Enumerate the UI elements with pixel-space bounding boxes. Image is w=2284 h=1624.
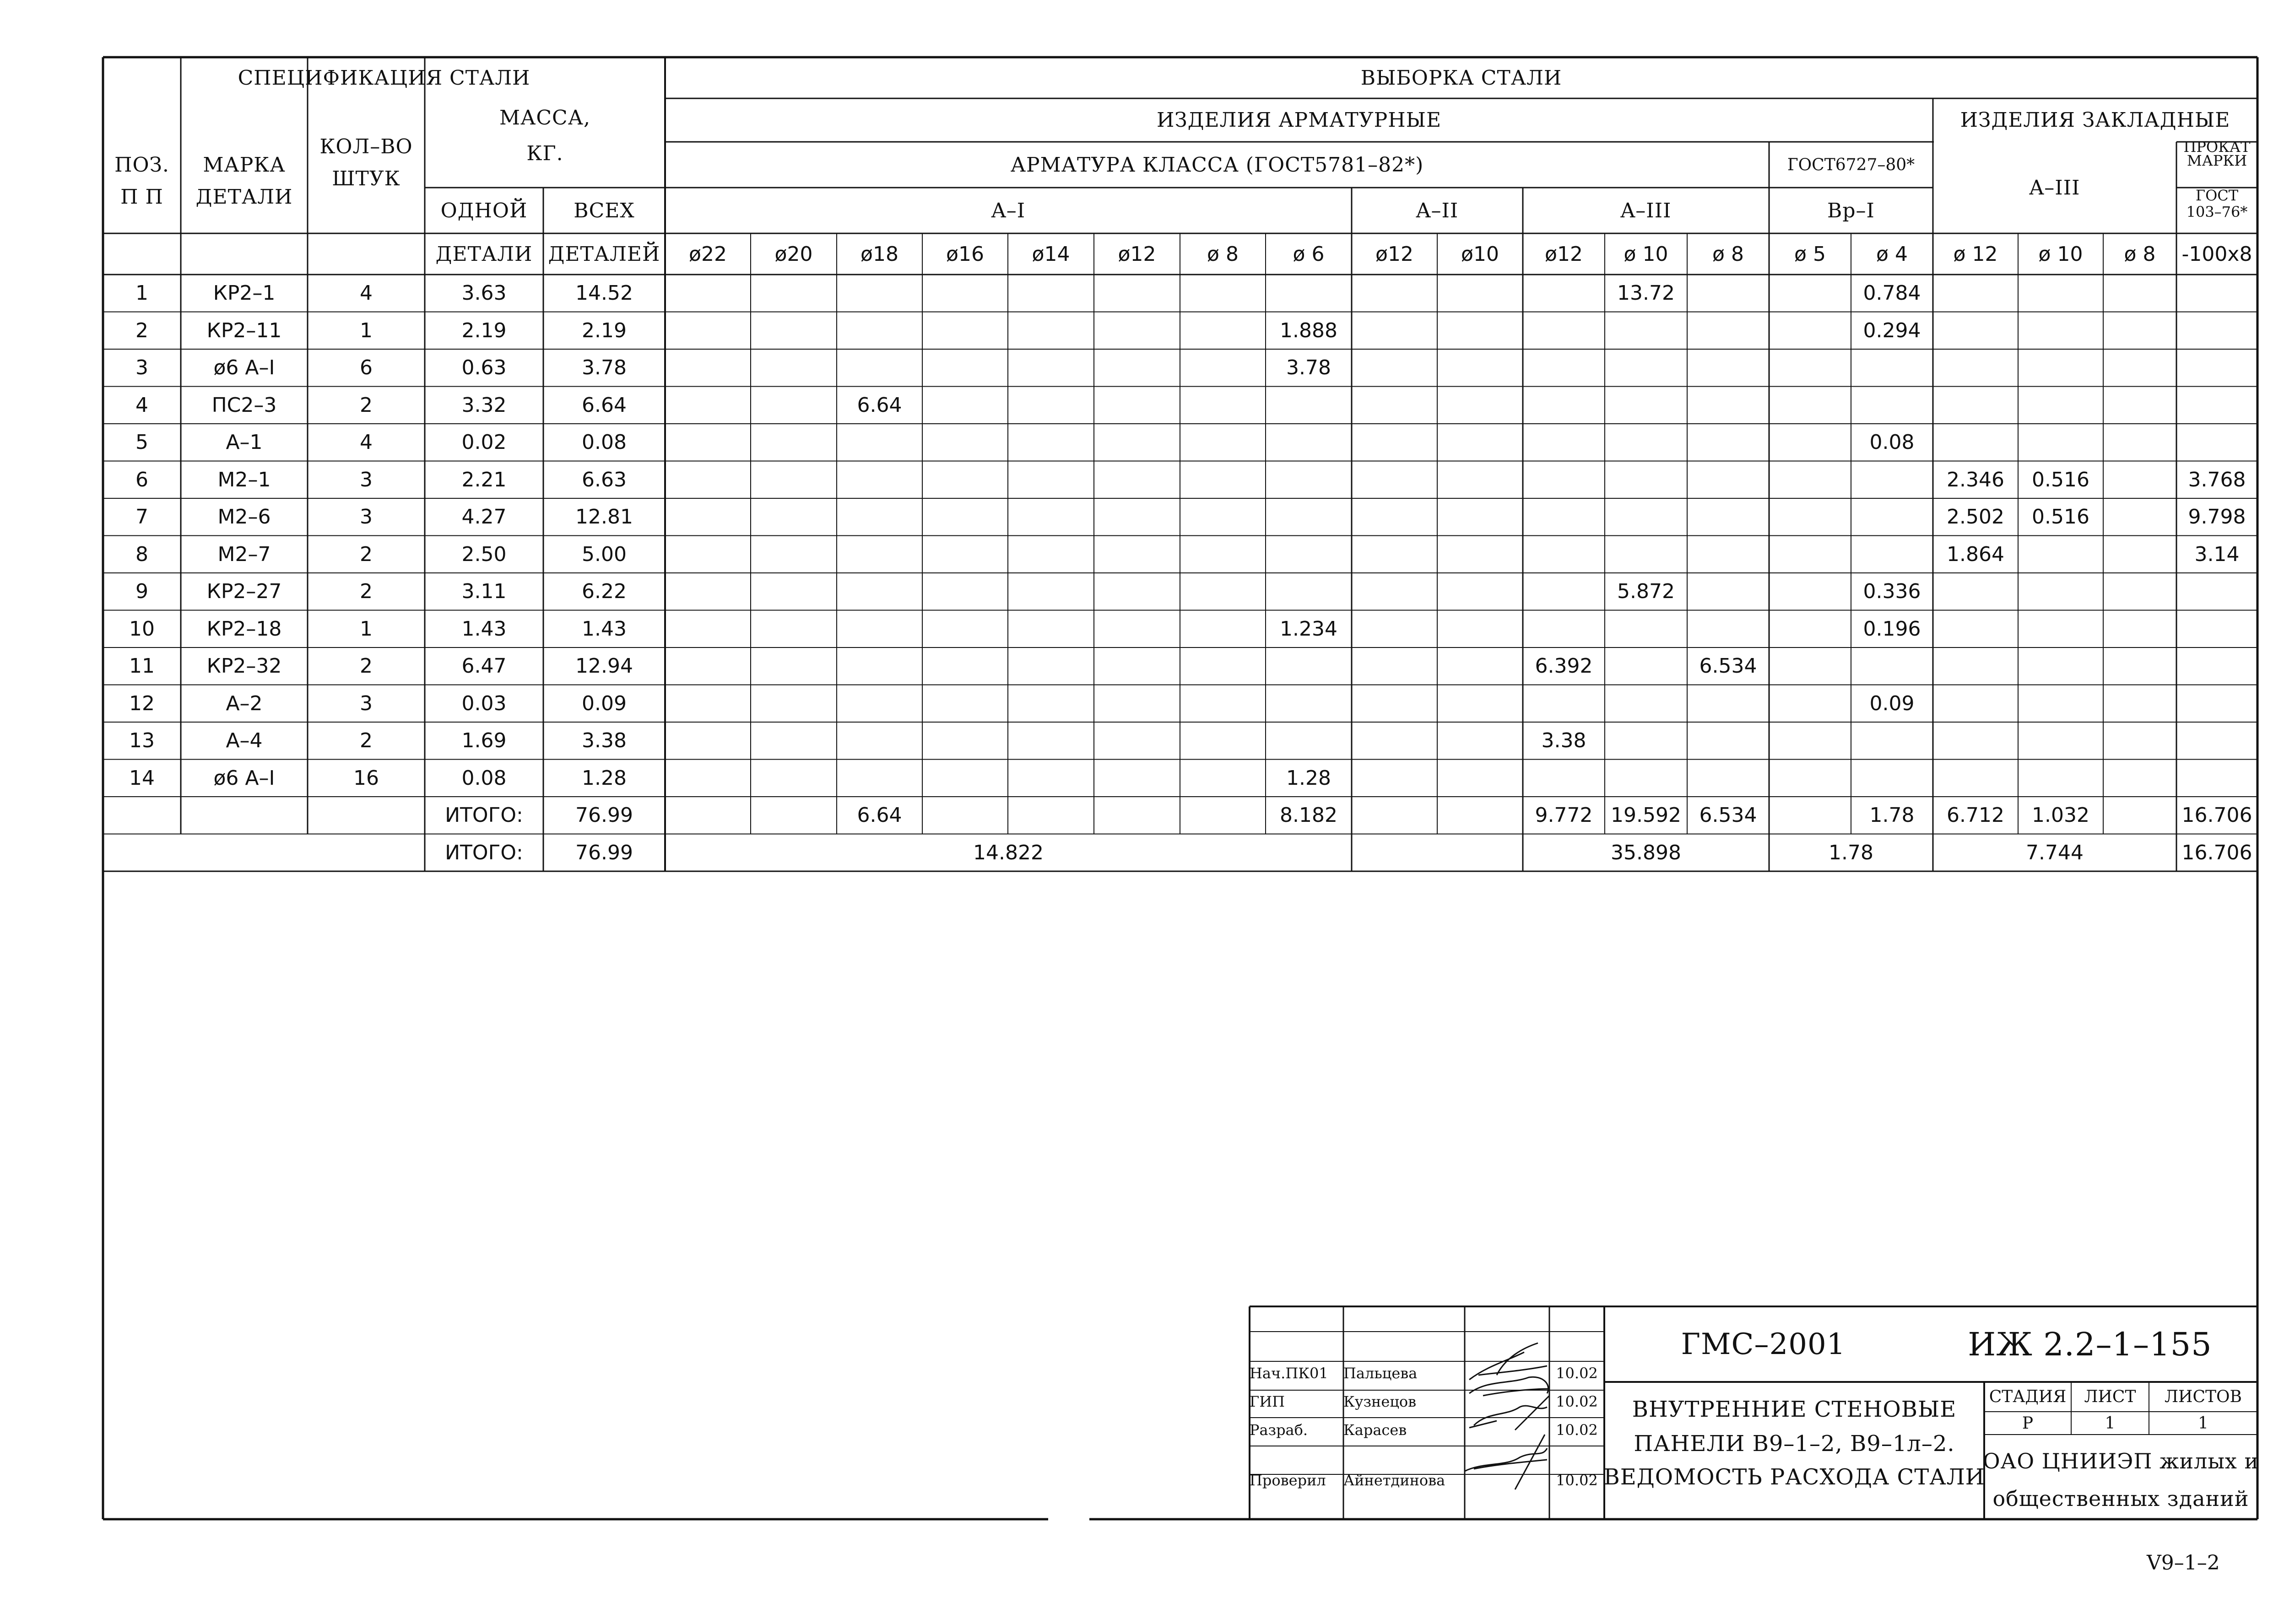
row-mass-one: 4.27 bbox=[461, 505, 507, 529]
row-value: 1.864 bbox=[1947, 542, 2004, 566]
stamp-date: 10.02 bbox=[1556, 1365, 1598, 1382]
group-a1: A–I bbox=[991, 199, 1026, 222]
stamp-name: Айнетдинова bbox=[1343, 1472, 1445, 1489]
stamp-stage-label: СТАДИЯ bbox=[1989, 1387, 2067, 1406]
row-qty: 1 bbox=[360, 617, 373, 641]
row-value: 5.872 bbox=[1617, 580, 1675, 604]
diameter-header: ø 4 bbox=[1876, 242, 1908, 266]
row-mass-one: 3.63 bbox=[461, 281, 507, 305]
row-value: 0.196 bbox=[1863, 617, 1921, 641]
diameter-header: ø14 bbox=[1032, 242, 1070, 266]
row-pos: 8 bbox=[135, 542, 148, 566]
row-mass-all: 1.28 bbox=[582, 766, 627, 790]
row-qty: 2 bbox=[360, 654, 373, 678]
row-mark: М2–1 bbox=[217, 468, 271, 491]
col-mass-2: КГ. bbox=[526, 141, 563, 165]
row-value: 0.336 bbox=[1863, 580, 1921, 604]
total2-label: ИТОГО: bbox=[445, 841, 523, 864]
stamp-stage: Р bbox=[2022, 1414, 2034, 1433]
stamp-name: Пальцева bbox=[1343, 1365, 1418, 1382]
row-qty: 2 bbox=[360, 542, 373, 566]
diameter-header: ø 12 bbox=[1953, 242, 1998, 266]
row-pos: 7 bbox=[135, 505, 148, 529]
row-mark: КР2–32 bbox=[206, 654, 282, 678]
row-mass-all: 3.38 bbox=[582, 729, 627, 753]
row-value: 1.28 bbox=[1286, 766, 1331, 790]
row-mass-all: 0.09 bbox=[582, 691, 627, 715]
row-value: 1.888 bbox=[1280, 318, 1337, 342]
row-mass-one: 0.63 bbox=[461, 356, 507, 380]
diameter-header: ø22 bbox=[689, 242, 727, 266]
total-value: 6.64 bbox=[857, 804, 902, 827]
prokat-1: ПРОКАТ bbox=[2183, 138, 2251, 156]
row-mass-all: 12.94 bbox=[575, 654, 633, 678]
row-mass-all: 6.64 bbox=[582, 393, 627, 417]
emb-items-title: ИЗДЕЛИЯ ЗАКЛАДНЫЕ bbox=[1960, 108, 2230, 132]
row-mark: М2–7 bbox=[217, 542, 271, 566]
stamp-org-1: ОАО ЦНИИЭП жилых и bbox=[1982, 1448, 2259, 1473]
total2-a1: 14.822 bbox=[973, 841, 1044, 864]
col-mass-1: МАССА, bbox=[499, 106, 590, 129]
sheet-code: V9–1–2 bbox=[2147, 1551, 2220, 1575]
total2-emb: 7.744 bbox=[2026, 841, 2084, 864]
row-pos: 9 bbox=[135, 580, 148, 604]
row-mark: КР2–27 bbox=[206, 580, 282, 604]
total-value: 8.182 bbox=[1280, 804, 1337, 827]
row-mass-one: 0.08 bbox=[461, 766, 507, 790]
stamp-sheet-label: ЛИСТ bbox=[2084, 1387, 2136, 1406]
row-mark: ø6 A–I bbox=[213, 356, 275, 380]
diameter-header: ø12 bbox=[1375, 242, 1413, 266]
stamp-role: Проверил bbox=[1250, 1472, 1326, 1489]
row-qty: 2 bbox=[360, 580, 373, 604]
diameter-header: ø10 bbox=[1461, 242, 1499, 266]
diameter-header: ø 8 bbox=[1712, 242, 1744, 266]
stamp-name: Кузнецов bbox=[1343, 1393, 1417, 1410]
stamp-org-2: общественных зданий bbox=[1992, 1486, 2249, 1511]
stamp-code-right: ИЖ 2.2–1–155 bbox=[1968, 1325, 2212, 1363]
row-mass-one: 3.32 bbox=[461, 393, 507, 417]
row-mass-all: 1.43 bbox=[582, 617, 627, 641]
row-mass-all: 12.81 bbox=[575, 505, 633, 529]
row-value: 13.72 bbox=[1617, 281, 1675, 305]
row-mark: А–4 bbox=[226, 729, 263, 753]
total-value: 9.772 bbox=[1535, 804, 1593, 827]
total2-mass: 76.99 bbox=[575, 841, 633, 864]
total-value: 6.534 bbox=[1699, 804, 1757, 827]
row-value: 6.392 bbox=[1535, 654, 1593, 678]
col-all-1: ВСЕХ bbox=[574, 199, 635, 222]
row-mass-one: 0.03 bbox=[461, 691, 507, 715]
signature bbox=[1469, 1377, 1549, 1396]
total2-bp: 1.78 bbox=[1829, 841, 1873, 864]
row-mass-one: 2.19 bbox=[461, 318, 507, 342]
row-mass-all: 5.00 bbox=[582, 542, 627, 566]
stamp-role: Нач.ПК01 bbox=[1250, 1365, 1328, 1382]
stamp-title-3: ВЕДОМОСТЬ РАСХОДА СТАЛИ bbox=[1603, 1464, 1985, 1490]
row-pos: 2 bbox=[135, 318, 148, 342]
spec-title: СПЕЦИФИКАЦИЯ СТАЛИ bbox=[238, 66, 530, 90]
row-value: 0.08 bbox=[1869, 431, 1915, 454]
row-value: 3.768 bbox=[2188, 468, 2246, 491]
total-value: 1.78 bbox=[1869, 804, 1915, 827]
diameter-header: ø18 bbox=[861, 242, 898, 266]
group-a3: A–III bbox=[1620, 199, 1672, 222]
total-value: 6.712 bbox=[1947, 804, 2004, 827]
gost6727: ГОСТ6727–80* bbox=[1787, 155, 1915, 174]
col-all-2: ДЕТАЛЕЙ bbox=[548, 242, 660, 266]
row-mass-all: 14.52 bbox=[575, 281, 633, 305]
stamp-sheets-label: ЛИСТОВ bbox=[2165, 1387, 2242, 1406]
row-value: 0.516 bbox=[2032, 505, 2089, 529]
row-pos: 4 bbox=[135, 393, 148, 417]
row-mass-one: 6.47 bbox=[461, 654, 507, 678]
selection-title: ВЫБОРКА СТАЛИ bbox=[1360, 66, 1562, 90]
row-value: 0.294 bbox=[1863, 318, 1921, 342]
row-qty: 3 bbox=[360, 505, 373, 529]
gost103-1: ГОСТ bbox=[2195, 186, 2239, 204]
row-value: 3.78 bbox=[1286, 356, 1331, 380]
col-mark-2: ДЕТАЛИ bbox=[195, 185, 293, 209]
diameter-header: ø 8 bbox=[2124, 242, 2156, 266]
group-bp1: Bp–I bbox=[1827, 199, 1875, 222]
row-qty: 3 bbox=[360, 691, 373, 715]
gost103-2: 103–76* bbox=[2186, 203, 2248, 221]
row-value: 6.64 bbox=[857, 393, 902, 417]
col-one-1: ОДНОЙ bbox=[440, 199, 528, 222]
stamp-sheets: 1 bbox=[2198, 1414, 2208, 1433]
diameter-header: ø 10 bbox=[2038, 242, 2083, 266]
row-qty: 6 bbox=[360, 356, 373, 380]
row-mass-all: 6.22 bbox=[582, 580, 627, 604]
row-value: 0.784 bbox=[1863, 281, 1921, 305]
row-value: 2.502 bbox=[1947, 505, 2004, 529]
row-pos: 1 bbox=[135, 281, 148, 305]
total2-prokat: 16.706 bbox=[2181, 841, 2252, 864]
row-mass-one: 2.50 bbox=[461, 542, 507, 566]
total2-a3: 35.898 bbox=[1611, 841, 1681, 864]
diameter-header: -100x8 bbox=[2181, 242, 2252, 266]
row-mass-one: 3.11 bbox=[461, 580, 507, 604]
stamp-sheet: 1 bbox=[2105, 1414, 2116, 1433]
row-mark: КР2–11 bbox=[206, 318, 282, 342]
col-mark-1: МАРКА bbox=[203, 153, 286, 177]
row-value: 0.516 bbox=[2032, 468, 2089, 491]
diameter-header: ø16 bbox=[946, 242, 984, 266]
row-mass-all: 2.19 bbox=[582, 318, 627, 342]
col-pos-1: ПОЗ. bbox=[114, 153, 169, 177]
arm-items-title: ИЗДЕЛИЯ АРМАТУРНЫЕ bbox=[1156, 108, 1442, 132]
group-emb-a3: A–III bbox=[2029, 176, 2080, 200]
stamp-title-2: ПАНЕЛИ В9–1–2, В9–1л–2. bbox=[1634, 1431, 1955, 1457]
total-mass: 76.99 bbox=[575, 804, 633, 827]
prokat-2: МАРКИ bbox=[2187, 152, 2247, 169]
stamp-code-left: ГМС–2001 bbox=[1681, 1327, 1846, 1361]
row-pos: 12 bbox=[129, 691, 155, 715]
row-pos: 3 bbox=[135, 356, 148, 380]
diameter-header: ø 6 bbox=[1293, 242, 1325, 266]
row-value: 1.234 bbox=[1280, 617, 1337, 641]
stamp-date: 10.02 bbox=[1556, 1421, 1598, 1439]
col-pos-2: П П bbox=[120, 185, 163, 209]
stamp-name: Карасев bbox=[1343, 1421, 1407, 1439]
row-pos: 13 bbox=[129, 729, 155, 753]
row-mark: А–2 bbox=[226, 691, 263, 715]
row-qty: 2 bbox=[360, 393, 373, 417]
col-qty-2: ШТУК bbox=[332, 167, 401, 190]
row-mark: ø6 A–I bbox=[213, 766, 275, 790]
stamp-role: ГИП bbox=[1250, 1393, 1285, 1410]
total-value: 1.032 bbox=[2032, 804, 2089, 827]
row-mark: КР2–18 bbox=[206, 617, 282, 641]
col-qty-1: КОЛ–ВО bbox=[319, 135, 413, 158]
row-value: 6.534 bbox=[1699, 654, 1757, 678]
stamp-role: Разраб. bbox=[1250, 1421, 1308, 1439]
diameter-header: ø 8 bbox=[1207, 242, 1239, 266]
diameter-header: ø 5 bbox=[1794, 242, 1826, 266]
row-mark: ПС2–3 bbox=[211, 393, 277, 417]
row-mass-one: 1.43 bbox=[461, 617, 507, 641]
row-pos: 5 bbox=[135, 431, 148, 454]
row-value: 2.346 bbox=[1947, 468, 2004, 491]
row-qty: 2 bbox=[360, 729, 373, 753]
row-pos: 6 bbox=[135, 468, 148, 491]
row-pos: 10 bbox=[129, 617, 155, 641]
stamp-date: 10.02 bbox=[1556, 1393, 1598, 1410]
total-value: 16.706 bbox=[2181, 804, 2252, 827]
row-qty: 1 bbox=[360, 318, 373, 342]
total-label: ИТОГО: bbox=[445, 804, 523, 827]
row-value: 3.38 bbox=[1541, 729, 1586, 753]
row-mark: КР2–1 bbox=[213, 281, 276, 305]
group-a2: A–II bbox=[1416, 199, 1459, 222]
row-value: 3.14 bbox=[2194, 542, 2240, 566]
row-mark: М2–6 bbox=[217, 505, 271, 529]
stamp-date: 10.02 bbox=[1556, 1472, 1598, 1489]
diameter-header: ø12 bbox=[1545, 242, 1583, 266]
signature bbox=[1469, 1396, 1549, 1430]
row-mass-all: 6.63 bbox=[582, 468, 627, 491]
row-pos: 11 bbox=[129, 654, 155, 678]
row-mass-all: 3.78 bbox=[582, 356, 627, 380]
total-value: 19.592 bbox=[1611, 804, 1681, 827]
row-mass-one: 2.21 bbox=[461, 468, 507, 491]
signature bbox=[1465, 1435, 1547, 1489]
row-value: 9.798 bbox=[2188, 505, 2246, 529]
row-pos: 14 bbox=[129, 766, 155, 790]
row-qty: 4 bbox=[360, 281, 373, 305]
diameter-header: ø20 bbox=[774, 242, 813, 266]
row-qty: 3 bbox=[360, 468, 373, 491]
diameter-header: ø 10 bbox=[1624, 242, 1668, 266]
row-value: 0.09 bbox=[1869, 691, 1915, 715]
row-mass-all: 0.08 bbox=[582, 431, 627, 454]
col-one-2: ДЕТАЛИ bbox=[435, 242, 533, 266]
row-mass-one: 0.02 bbox=[461, 431, 507, 454]
row-mass-one: 1.69 bbox=[461, 729, 507, 753]
row-qty: 4 bbox=[360, 431, 373, 454]
arm-class-title: АРМАТУРА КЛАССА (ГОСТ5781–82*) bbox=[1010, 153, 1424, 177]
row-qty: 16 bbox=[353, 766, 379, 790]
row-mark: А–1 bbox=[226, 431, 263, 454]
stamp-title-1: ВНУТРЕННИЕ СТЕНОВЫЕ bbox=[1632, 1397, 1957, 1422]
diameter-header: ø12 bbox=[1118, 242, 1156, 266]
